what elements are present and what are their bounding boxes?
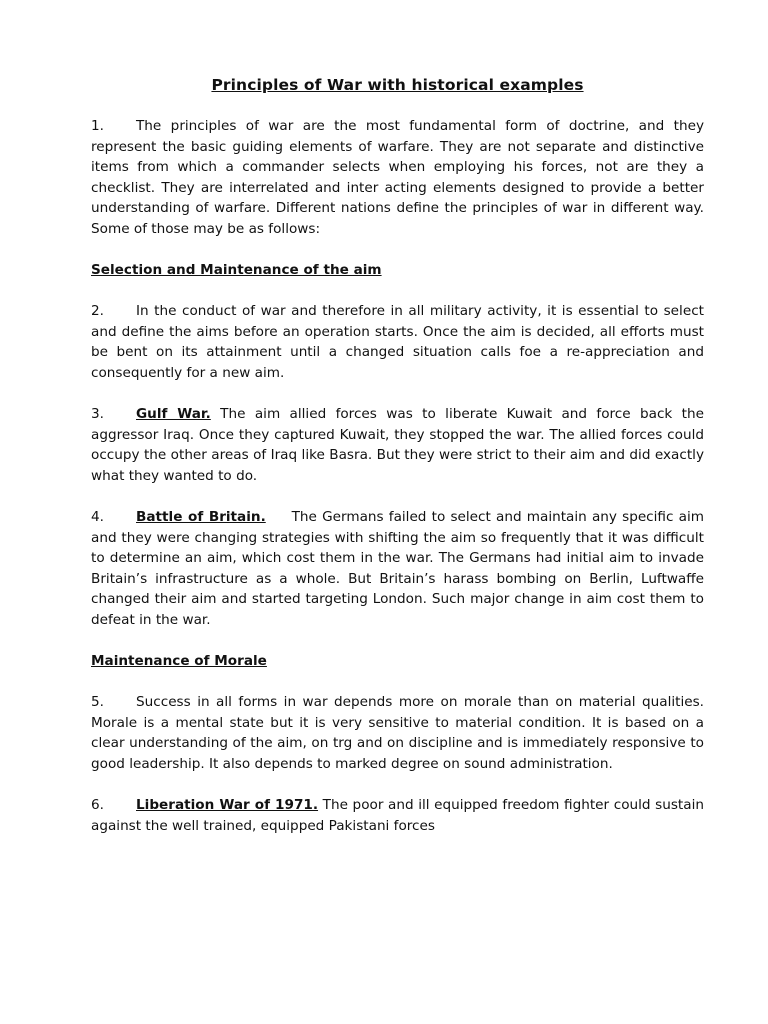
paragraph-subtitle: Gulf War. [136, 406, 211, 423]
paragraph-number: 6. [91, 796, 104, 813]
paragraph-5 [91, 692, 704, 774]
paragraph-number: 2. [91, 303, 104, 320]
paragraph-2 [91, 301, 704, 383]
paragraph-1 [91, 116, 704, 240]
paragraph-text: The principles of war are the most fundamental form of doctrine, and they represent the basic guiding elements of warfare. They are not separate and distinctive items from which a commander selects when employing his forces, not are they a checklist. They are interrelated and inter acting elements designed to provide a better understanding of warfare. Different nations define the principles of war in different way. Some of those may be as follows: [91, 118, 704, 237]
paragraph-4 [91, 507, 704, 631]
paragraph-text: The Germans failed to select and maintain any specific aim and they were changing strategies with shifting the aim so frequently that it was difficult to determine an aim, which cost them in the war. The Germans had initial aim to invade Britain’s infrastructure as a whole. But Britain’s harass bombing on Berlin, Luftwaffe changed their aim and started targeting London. Such major change in aim cost them to defeat in the war. [91, 508, 704, 628]
section-heading-aim: Selection and Maintenance of the aim [91, 262, 382, 279]
section-heading-morale: Maintenance of Morale [91, 652, 267, 669]
paragraph-6 [91, 795, 704, 836]
document-title: Principles of War with historical examples [211, 76, 584, 94]
paragraph-text: Success in all forms in war depends more on morale than on material qualities. Morale is a mental state but it is very sensitive to material condition. It is based on a clear understanding of the aim, on trg and on discipline and is immediately responsive to good leadership. It also depends to marked degree on sound administration. [91, 694, 704, 772]
paragraph-text: In the conduct of war and therefore in all military activity, it is essential to select and define the aims before an operation starts. Once the aim is decided, all efforts must be bent on its attainment until a changed situation calls foe a re-appreciation and consequently for a new aim. [91, 303, 704, 381]
document-page [91, 76, 704, 857]
paragraph-text: The aim allied forces was to liberate Kuwait and force back the aggressor Iraq. Once they captured Kuwait, they stopped the war. The allied forces could occupy the other areas of Iraq like Basra. But they were strict to their aim and did exactly what they wanted to do. [91, 406, 704, 484]
paragraph-number: 5. [91, 694, 104, 711]
paragraph-number: 1. [91, 118, 104, 134]
paragraph-subtitle: Liberation War of 1971. [136, 796, 319, 813]
paragraph-text: The poor and ill equipped freedom fighter could sustain against the well trained, equipped Pakistani forces [91, 796, 704, 834]
paragraph-number: 3. [91, 406, 104, 423]
paragraph-subtitle: Battle of Britain. [136, 508, 266, 525]
paragraph-number: 4. [91, 508, 104, 525]
paragraph-3 [91, 404, 704, 486]
